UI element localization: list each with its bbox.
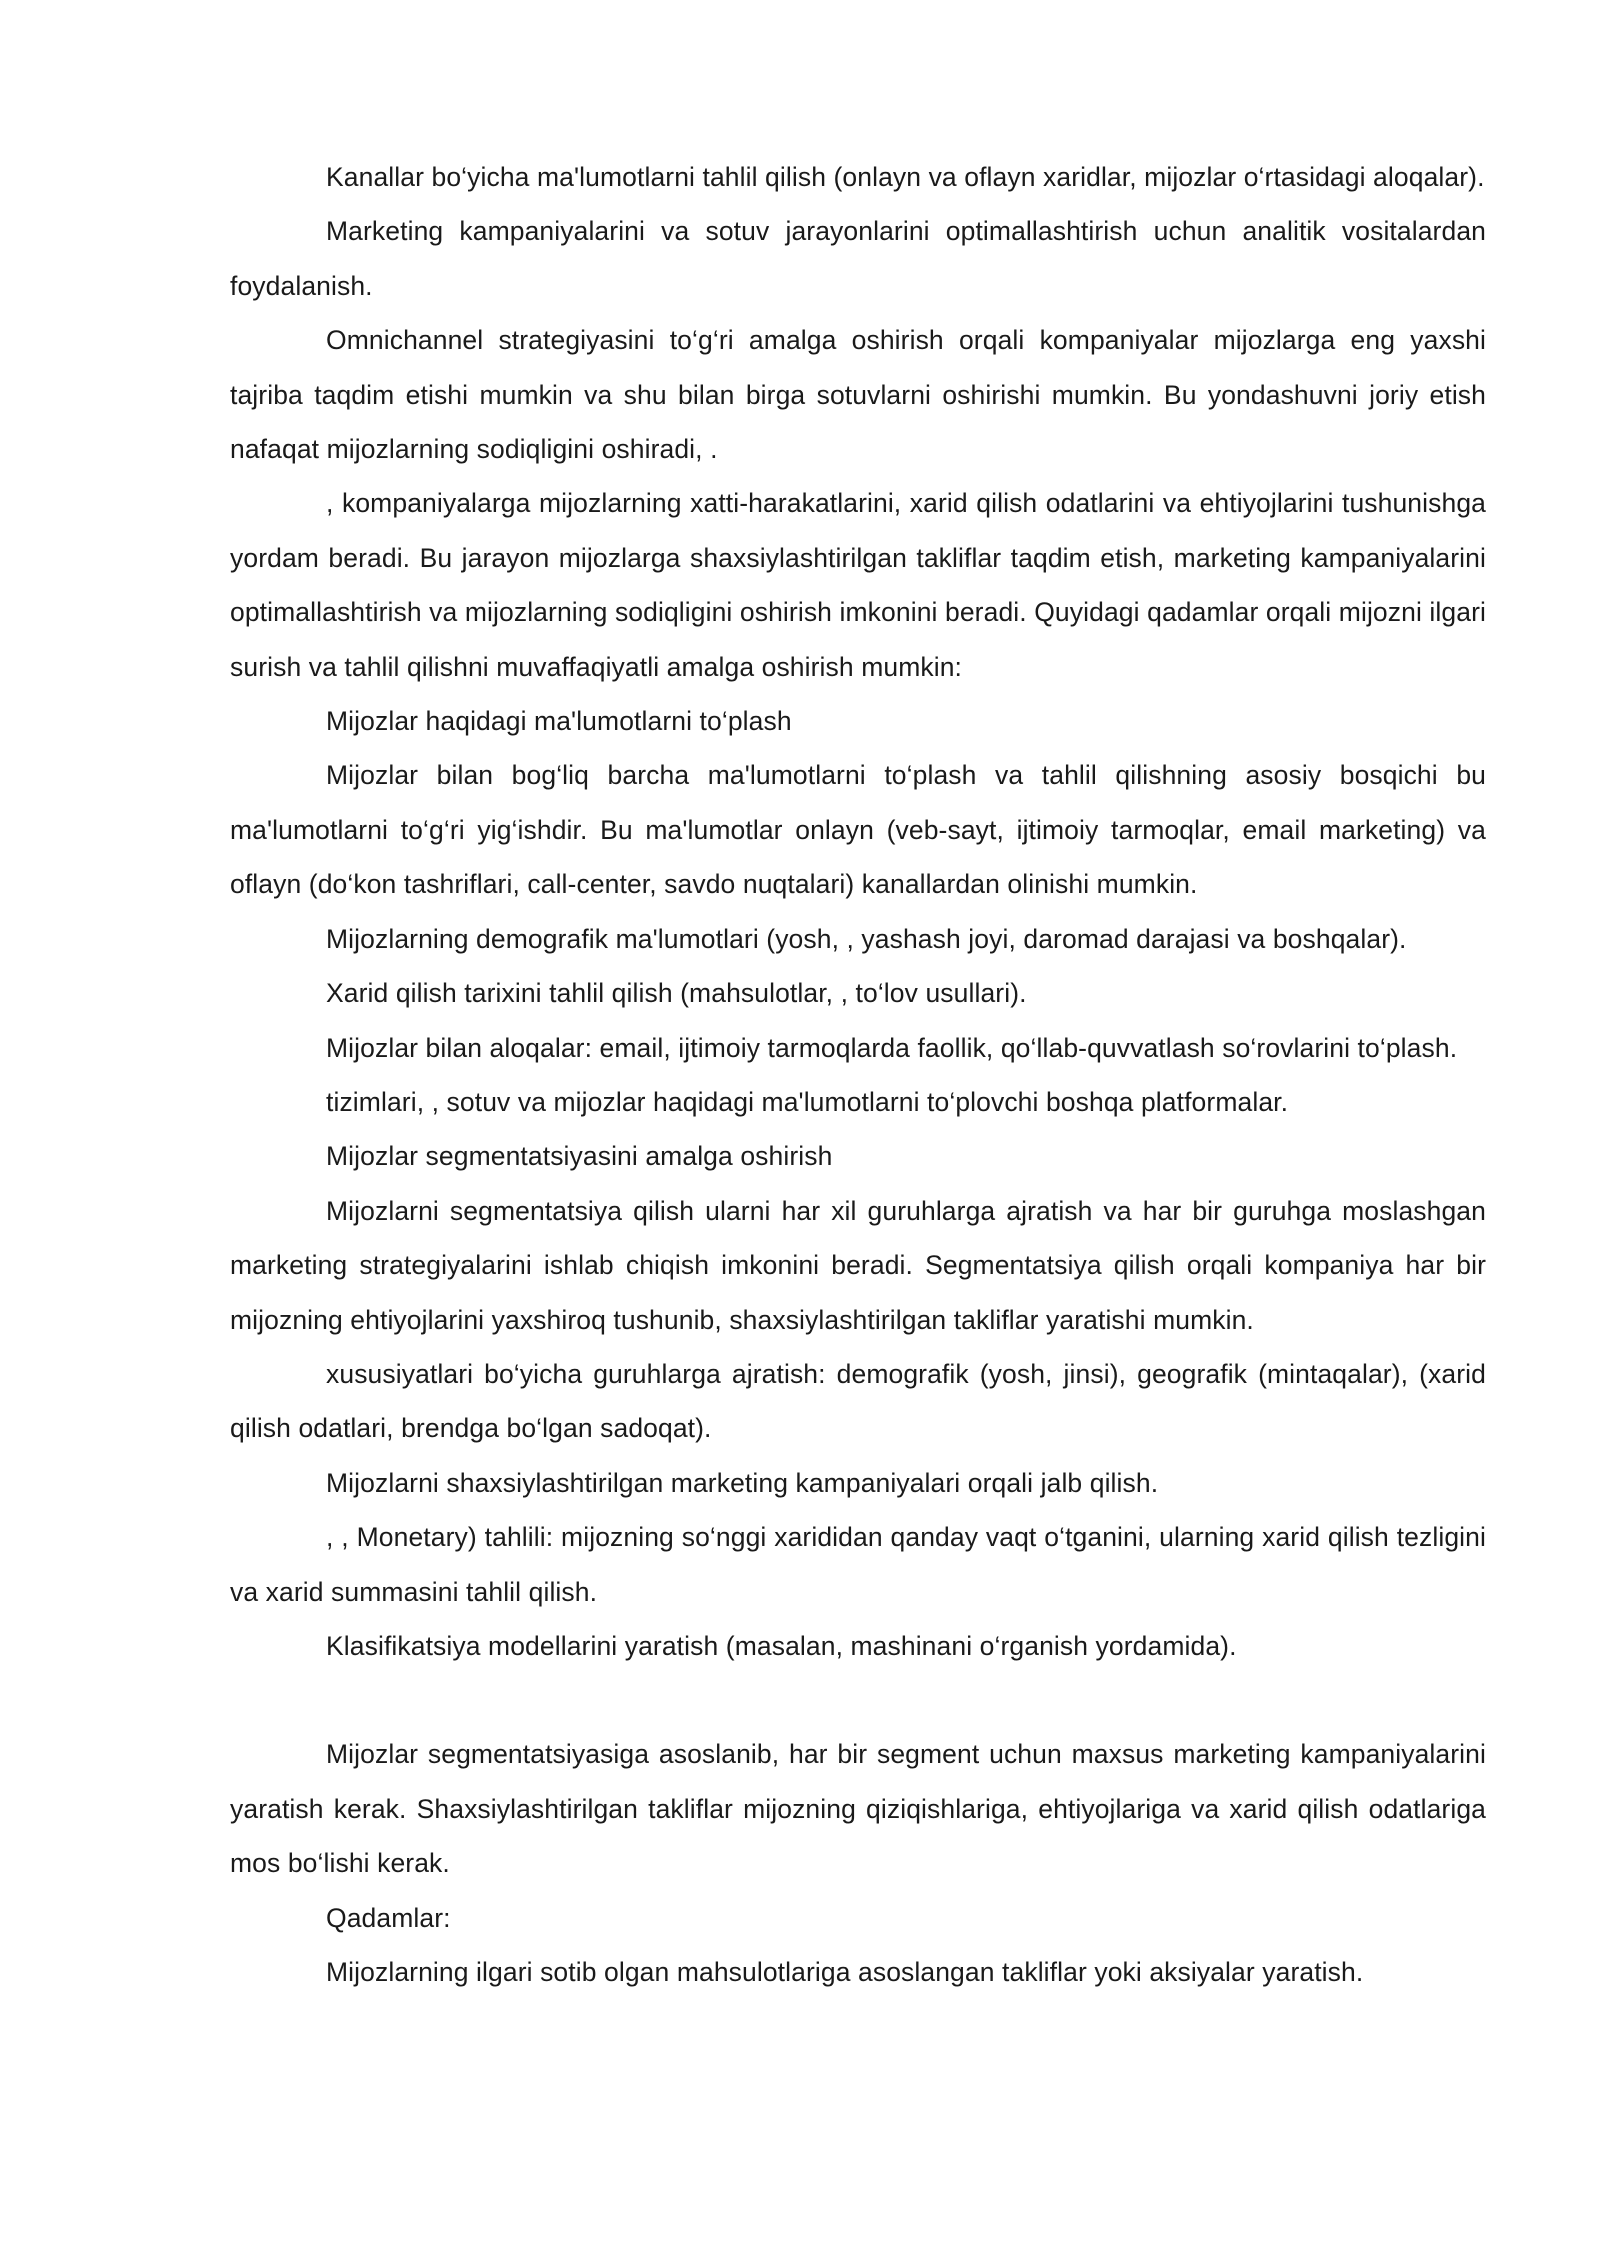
- paragraph: Marketing kampaniyalarini va sotuv jarayonlarini optimallashtirish uchun analitik vositalardan foydalanish.: [230, 216, 1486, 301]
- paragraph: , kompaniyalarga mijozlarning xatti-harakatlarini, xarid qilish odatlarini va ehtiyojlarini tushunishga yordam beradi. Bu jarayon mijozlarga shaxsiylashtirilgan takliflar taqdim etish, marketing kampaniyalarini optimallashtirish va mijozlarning sodiqligini oshirish imkonini beradi. Quyidagi qadamlar orqali mijozni ilgari surish va tahlil qilishni muvaffaqiyatli amalga oshirish mumkin:: [230, 488, 1486, 682]
- paragraph: Klasifikatsiya modellarini yaratish (masalan, mashinani o‘rganish yordamida).: [326, 1630, 1237, 1661]
- paragraph: Mijozlar segmentatsiyasiga asoslanib, har bir segment uchun maxsus marketing kampaniyalarini yaratish kerak. Shaxsiylashtirilgan takliflar mijozning qiziqishlariga, ehtiyojlariga va xarid qilish odatlariga mos bo‘lishi kerak.: [230, 1739, 1486, 1879]
- paragraph: Qadamlar:: [326, 1902, 451, 1933]
- paragraph: Mijozlar bilan aloqalar: email, ijtimoiy tarmoqlarda faollik, qo‘llab-quvvatlash so‘rovlarini to‘plash.: [326, 1032, 1458, 1063]
- paragraph: Mijozlarning ilgari sotib olgan mahsulotlariga asoslangan takliflar yoki aksiyalar yaratish.: [326, 1957, 1364, 1987]
- paragraph: Omnichannel strategiyasini to‘g‘ri amalga oshirish orqali kompaniyalar mijozlarga eng yaxshi tajriba taqdim etishi mumkin va shu bilan birga sotuvlarni oshirishi mumkin. Bu yondashuvni joriy etish nafaqat mijozlarning sodiqligini oshiradi, .: [230, 325, 1486, 465]
- paragraph: Mijozlarning demografik ma'lumotlari (yosh, , yashash joyi, daromad darajasi va boshqalar).: [326, 923, 1407, 954]
- paragraph: xususiyatlari bo‘yicha guruhlarga ajratish: demografik (yosh, jinsi), geografik (mintaqalar), (xarid qilish odatlari, brendga bo‘lgan sadoqat).: [230, 1358, 1486, 1444]
- paragraph: Mijozlar segmentatsiyasini amalga oshirish: [326, 1141, 833, 1172]
- blank-line: [230, 1673, 1486, 1727]
- paragraph: Mijozlarni segmentatsiya qilish ularni har xil guruhlarga ajratish va har bir guruhga moslashgan marketing strategiyalarini ishlab chiqish imkonini beradi. Segmentatsiya qilish orqali kompaniya har bir mijozning ehtiyojlarini yaxshiroq tushunib, shaxsiylashtirilgan takliflar yaratishi mumkin.: [230, 1195, 1486, 1335]
- paragraph: Mijozlar bilan bog‘liq barcha ma'lumotlarni to‘plash va tahlil qilishning asosiy bosqichi bu ma'lumotlarni to‘g‘ri yig‘ishdir. Bu ma'lumotlar onlayn (veb-sayt, ijtimoiy tarmoqlar, email marketing) va oflayn (do‘kon tashriflari, call-center, savdo nuqtalari) kanallardan olinishi mumkin.: [230, 760, 1486, 900]
- paragraph: Xarid qilish tarixini tahlil qilish (mahsulotlar, , to‘lov usullari).: [326, 978, 1027, 1009]
- paragraph: Mijozlar haqidagi ma'lumotlarni to‘plash: [326, 706, 792, 737]
- paragraph: Kanallar bo‘yicha ma'lumotlarni tahlil qilish (onlayn va oflayn xaridlar, mijozlar o‘rtasidagi aloqalar).: [326, 162, 1485, 192]
- document-page: [230, 150, 1486, 1999]
- paragraph: , , Monetary) tahlili: mijozning so‘nggi xarididan qanday vaqt o‘tganini, ularning xarid qilish tezligini va xarid summasini tahlil qilish.: [230, 1522, 1486, 1607]
- paragraph: tizimlari, , sotuv va mijozlar haqidagi ma'lumotlarni to‘plovchi boshqa platformalar.: [326, 1086, 1289, 1117]
- paragraph: Mijozlarni shaxsiylashtirilgan marketing kampaniyalari orqali jalb qilish.: [326, 1467, 1159, 1498]
